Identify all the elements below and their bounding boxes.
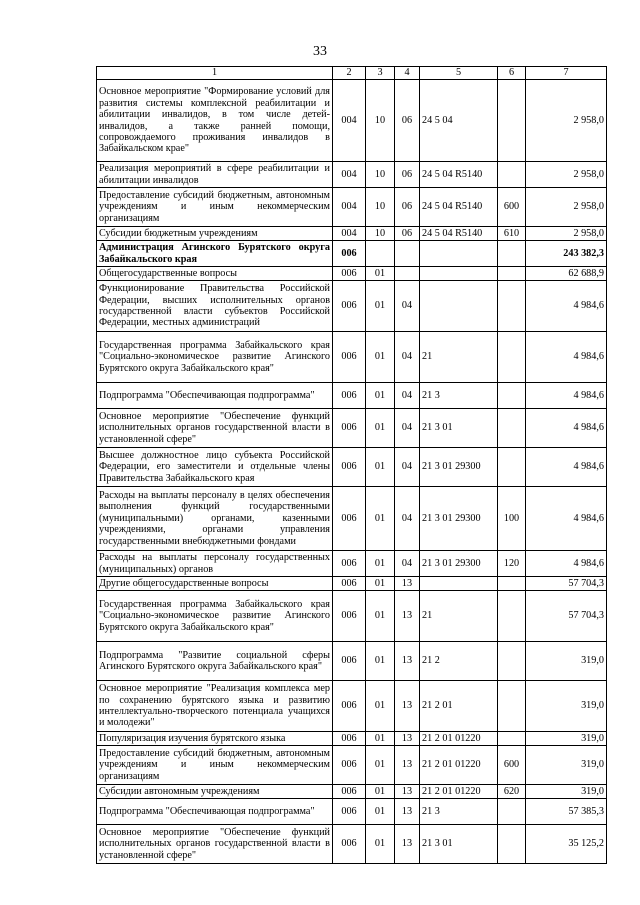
- table-row: [97, 383, 607, 409]
- row-label: Государственная программа Забайкальского края "Социально-экономическое развитие Агинского Бурятского округа Забайкальского края": [97, 591, 333, 642]
- expense-type-cell: [498, 681, 526, 732]
- target-article-cell: 21 2 01: [420, 681, 498, 732]
- amount-cell: 62 688,9: [526, 267, 607, 281]
- budget-table: [96, 66, 607, 864]
- target-article-cell: 21 2 01 01220: [420, 785, 498, 799]
- section-cell: 01: [366, 785, 395, 799]
- target-article-cell: 21: [420, 332, 498, 383]
- amount-cell: 57 704,3: [526, 591, 607, 642]
- expense-type-cell: [498, 642, 526, 681]
- header-cell: 5: [420, 67, 498, 80]
- table-row: [97, 577, 607, 591]
- header-cell: 6: [498, 67, 526, 80]
- table-row: [97, 281, 607, 332]
- table-row: [97, 746, 607, 785]
- section-cell: 10: [366, 188, 395, 227]
- section-cell: 01: [366, 551, 395, 577]
- code-cell: 006: [333, 281, 366, 332]
- subsection-cell: 06: [395, 80, 420, 162]
- expense-type-cell: 610: [498, 227, 526, 241]
- code-cell: 006: [333, 799, 366, 825]
- section-cell: 01: [366, 487, 395, 551]
- code-cell: 004: [333, 188, 366, 227]
- subsection-cell: 04: [395, 332, 420, 383]
- amount-cell: 243 382,3: [526, 241, 607, 267]
- page-number: 33: [313, 44, 327, 59]
- subsection-cell: 04: [395, 487, 420, 551]
- row-label: Субсидии бюджетным учреждениям: [97, 227, 333, 241]
- target-article-cell: 21 3 01 29300: [420, 448, 498, 487]
- expense-type-cell: 100: [498, 487, 526, 551]
- subsection-cell: 13: [395, 825, 420, 864]
- header-cell: 1: [97, 67, 333, 80]
- code-cell: 004: [333, 227, 366, 241]
- code-cell: 006: [333, 551, 366, 577]
- code-cell: 006: [333, 267, 366, 281]
- table-header-row: [97, 67, 607, 80]
- subsection-cell: 13: [395, 591, 420, 642]
- section-cell: 01: [366, 681, 395, 732]
- table-row: [97, 551, 607, 577]
- row-label: Основное мероприятие "Обеспечение функций исполнительных органов государственной власти в установленной сфере": [97, 825, 333, 864]
- subsection-cell: 04: [395, 551, 420, 577]
- code-cell: 006: [333, 577, 366, 591]
- expense-type-cell: [498, 409, 526, 448]
- header-cell: 4: [395, 67, 420, 80]
- section-cell: 01: [366, 642, 395, 681]
- row-label: Основное мероприятие "Обеспечение функций исполнительных органов государственной власти в установленной сфере": [97, 409, 333, 448]
- target-article-cell: [420, 281, 498, 332]
- row-label: Расходы на выплаты персоналу в целях обеспечения выполнения функций государственными (муниципальными) органами, казенными учреждениями, органами управления государственными внебюджетными фондами: [97, 487, 333, 551]
- amount-cell: 4 984,6: [526, 487, 607, 551]
- table-row: [97, 188, 607, 227]
- amount-cell: 319,0: [526, 642, 607, 681]
- row-label: Расходы на выплаты персоналу государственных (муниципальных) органов: [97, 551, 333, 577]
- code-cell: 006: [333, 681, 366, 732]
- target-article-cell: 21 2: [420, 642, 498, 681]
- amount-cell: 4 984,6: [526, 448, 607, 487]
- code-cell: 006: [333, 642, 366, 681]
- table-row: [97, 162, 607, 188]
- amount-cell: 319,0: [526, 746, 607, 785]
- expense-type-cell: 600: [498, 188, 526, 227]
- table-row: [97, 732, 607, 746]
- row-label: Высшее должностное лицо субъекта Российской Федерации, его заместители и отдельные члены Правительства Забайкальского края: [97, 448, 333, 487]
- table-row: [97, 487, 607, 551]
- code-cell: 006: [333, 332, 366, 383]
- subsection-cell: 13: [395, 681, 420, 732]
- header-cell: 7: [526, 67, 607, 80]
- row-label: Подпрограмма "Обеспечивающая подпрограмма": [97, 383, 333, 409]
- amount-cell: 57 385,3: [526, 799, 607, 825]
- subsection-cell: 13: [395, 642, 420, 681]
- target-article-cell: [420, 267, 498, 281]
- section-cell: 10: [366, 162, 395, 188]
- expense-type-cell: 620: [498, 785, 526, 799]
- code-cell: 006: [333, 591, 366, 642]
- code-cell: 006: [333, 409, 366, 448]
- amount-cell: 4 984,6: [526, 332, 607, 383]
- target-article-cell: 21 3 01 29300: [420, 487, 498, 551]
- table-row: [97, 332, 607, 383]
- section-cell: 10: [366, 80, 395, 162]
- expense-type-cell: 600: [498, 746, 526, 785]
- target-article-cell: 24 5 04 R5140: [420, 162, 498, 188]
- amount-cell: 319,0: [526, 732, 607, 746]
- section-cell: 01: [366, 746, 395, 785]
- expense-type-cell: [498, 448, 526, 487]
- section-cell: 01: [366, 825, 395, 864]
- row-label: Основное мероприятие "Формирование условий для развития системы комплексной реабилитации и абилитации инвалидов, в том числе детей-инвалидов, а также ранней помощи, сопровождаемого проживания инвалидов в Забайкальском крае": [97, 80, 333, 162]
- row-label: Подпрограмма "Обеспечивающая подпрограмма": [97, 799, 333, 825]
- table-row: [97, 785, 607, 799]
- row-label: Администрация Агинского Бурятского округа Забайкальского края: [97, 241, 333, 267]
- expense-type-cell: [498, 799, 526, 825]
- subsection-cell: 04: [395, 383, 420, 409]
- table-row: [97, 642, 607, 681]
- expense-type-cell: 120: [498, 551, 526, 577]
- table-row: [97, 448, 607, 487]
- subsection-cell: 13: [395, 746, 420, 785]
- expense-type-cell: [498, 281, 526, 332]
- subsection-cell: 13: [395, 799, 420, 825]
- section-cell: 01: [366, 591, 395, 642]
- subsection-cell: 06: [395, 162, 420, 188]
- expense-type-cell: [498, 241, 526, 267]
- amount-cell: 4 984,6: [526, 383, 607, 409]
- code-cell: 004: [333, 162, 366, 188]
- table-row: [97, 681, 607, 732]
- row-label: Популяризация изучения бурятского языка: [97, 732, 333, 746]
- code-cell: 006: [333, 732, 366, 746]
- subsection-cell: 13: [395, 732, 420, 746]
- target-article-cell: 21 3: [420, 799, 498, 825]
- section-cell: 01: [366, 732, 395, 746]
- amount-cell: 2 958,0: [526, 162, 607, 188]
- expense-type-cell: [498, 577, 526, 591]
- amount-cell: 2 958,0: [526, 80, 607, 162]
- row-label: Государственная программа Забайкальского края "Социально-экономическое развитие Агинского Бурятского округа Забайкальского края": [97, 332, 333, 383]
- section-cell: 01: [366, 448, 395, 487]
- target-article-cell: 24 5 04 R5140: [420, 188, 498, 227]
- code-cell: 006: [333, 241, 366, 267]
- row-label: Основное мероприятие "Реализация комплекса мер по сохранению бурятского языка и развитию интеллектуально-творческого потенциала учащихся и молодежи": [97, 681, 333, 732]
- table-row: [97, 227, 607, 241]
- row-label: Подпрограмма "Развитие социальной сферы Агинского Бурятского округа Забайкальского края": [97, 642, 333, 681]
- target-article-cell: [420, 577, 498, 591]
- target-article-cell: 21 3 01 29300: [420, 551, 498, 577]
- code-cell: 006: [333, 383, 366, 409]
- section-cell: 01: [366, 267, 395, 281]
- subsection-cell: 04: [395, 409, 420, 448]
- table-row: [97, 267, 607, 281]
- target-article-cell: 21: [420, 591, 498, 642]
- code-cell: 006: [333, 448, 366, 487]
- section-cell: 01: [366, 409, 395, 448]
- expense-type-cell: [498, 80, 526, 162]
- code-cell: 006: [333, 746, 366, 785]
- section-cell: 01: [366, 799, 395, 825]
- section-cell: 01: [366, 332, 395, 383]
- amount-cell: 2 958,0: [526, 227, 607, 241]
- expense-type-cell: [498, 825, 526, 864]
- target-article-cell: [420, 241, 498, 267]
- amount-cell: 4 984,6: [526, 409, 607, 448]
- table-row: [97, 825, 607, 864]
- section-cell: [366, 241, 395, 267]
- expense-type-cell: [498, 267, 526, 281]
- row-label: Общегосударственные вопросы: [97, 267, 333, 281]
- table-row: [97, 409, 607, 448]
- subsection-cell: 06: [395, 188, 420, 227]
- header-cell: 3: [366, 67, 395, 80]
- code-cell: 006: [333, 825, 366, 864]
- row-label: Предоставление субсидий бюджетным, автономным учреждениям и иным некоммерческим организациям: [97, 746, 333, 785]
- expense-type-cell: [498, 162, 526, 188]
- section-cell: 10: [366, 227, 395, 241]
- subsection-cell: [395, 241, 420, 267]
- target-article-cell: 21 3: [420, 383, 498, 409]
- code-cell: 004: [333, 80, 366, 162]
- amount-cell: 2 958,0: [526, 188, 607, 227]
- expense-type-cell: [498, 732, 526, 746]
- section-cell: 01: [366, 577, 395, 591]
- table-row: [97, 591, 607, 642]
- amount-cell: 4 984,6: [526, 551, 607, 577]
- row-label: Субсидии автономным учреждениям: [97, 785, 333, 799]
- amount-cell: 35 125,2: [526, 825, 607, 864]
- subsection-cell: 13: [395, 785, 420, 799]
- subsection-cell: 04: [395, 448, 420, 487]
- target-article-cell: 21 2 01 01220: [420, 732, 498, 746]
- expense-type-cell: [498, 332, 526, 383]
- code-cell: 006: [333, 487, 366, 551]
- amount-cell: 57 704,3: [526, 577, 607, 591]
- row-label: Предоставление субсидий бюджетным, автономным учреждениям и иным некоммерческим организациям: [97, 188, 333, 227]
- amount-cell: 319,0: [526, 785, 607, 799]
- target-article-cell: 21 3 01: [420, 825, 498, 864]
- row-label: Функционирование Правительства Российской Федерации, высших исполнительных органов государственной власти субъектов Российской Федерации, местных администраций: [97, 281, 333, 332]
- expense-type-cell: [498, 383, 526, 409]
- amount-cell: 319,0: [526, 681, 607, 732]
- section-cell: 01: [366, 383, 395, 409]
- section-cell: 01: [366, 281, 395, 332]
- header-cell: 2: [333, 67, 366, 80]
- subsection-cell: 06: [395, 227, 420, 241]
- row-label: Реализация мероприятий в сфере реабилитации и абилитации инвалидов: [97, 162, 333, 188]
- expense-type-cell: [498, 591, 526, 642]
- table-row: [97, 241, 607, 267]
- table-row: [97, 80, 607, 162]
- code-cell: 006: [333, 785, 366, 799]
- target-article-cell: 24 5 04 R5140: [420, 227, 498, 241]
- target-article-cell: 24 5 04: [420, 80, 498, 162]
- subsection-cell: [395, 267, 420, 281]
- target-article-cell: 21 2 01 01220: [420, 746, 498, 785]
- subsection-cell: 13: [395, 577, 420, 591]
- subsection-cell: 04: [395, 281, 420, 332]
- row-label: Другие общегосударственные вопросы: [97, 577, 333, 591]
- table-row: [97, 799, 607, 825]
- target-article-cell: 21 3 01: [420, 409, 498, 448]
- amount-cell: 4 984,6: [526, 281, 607, 332]
